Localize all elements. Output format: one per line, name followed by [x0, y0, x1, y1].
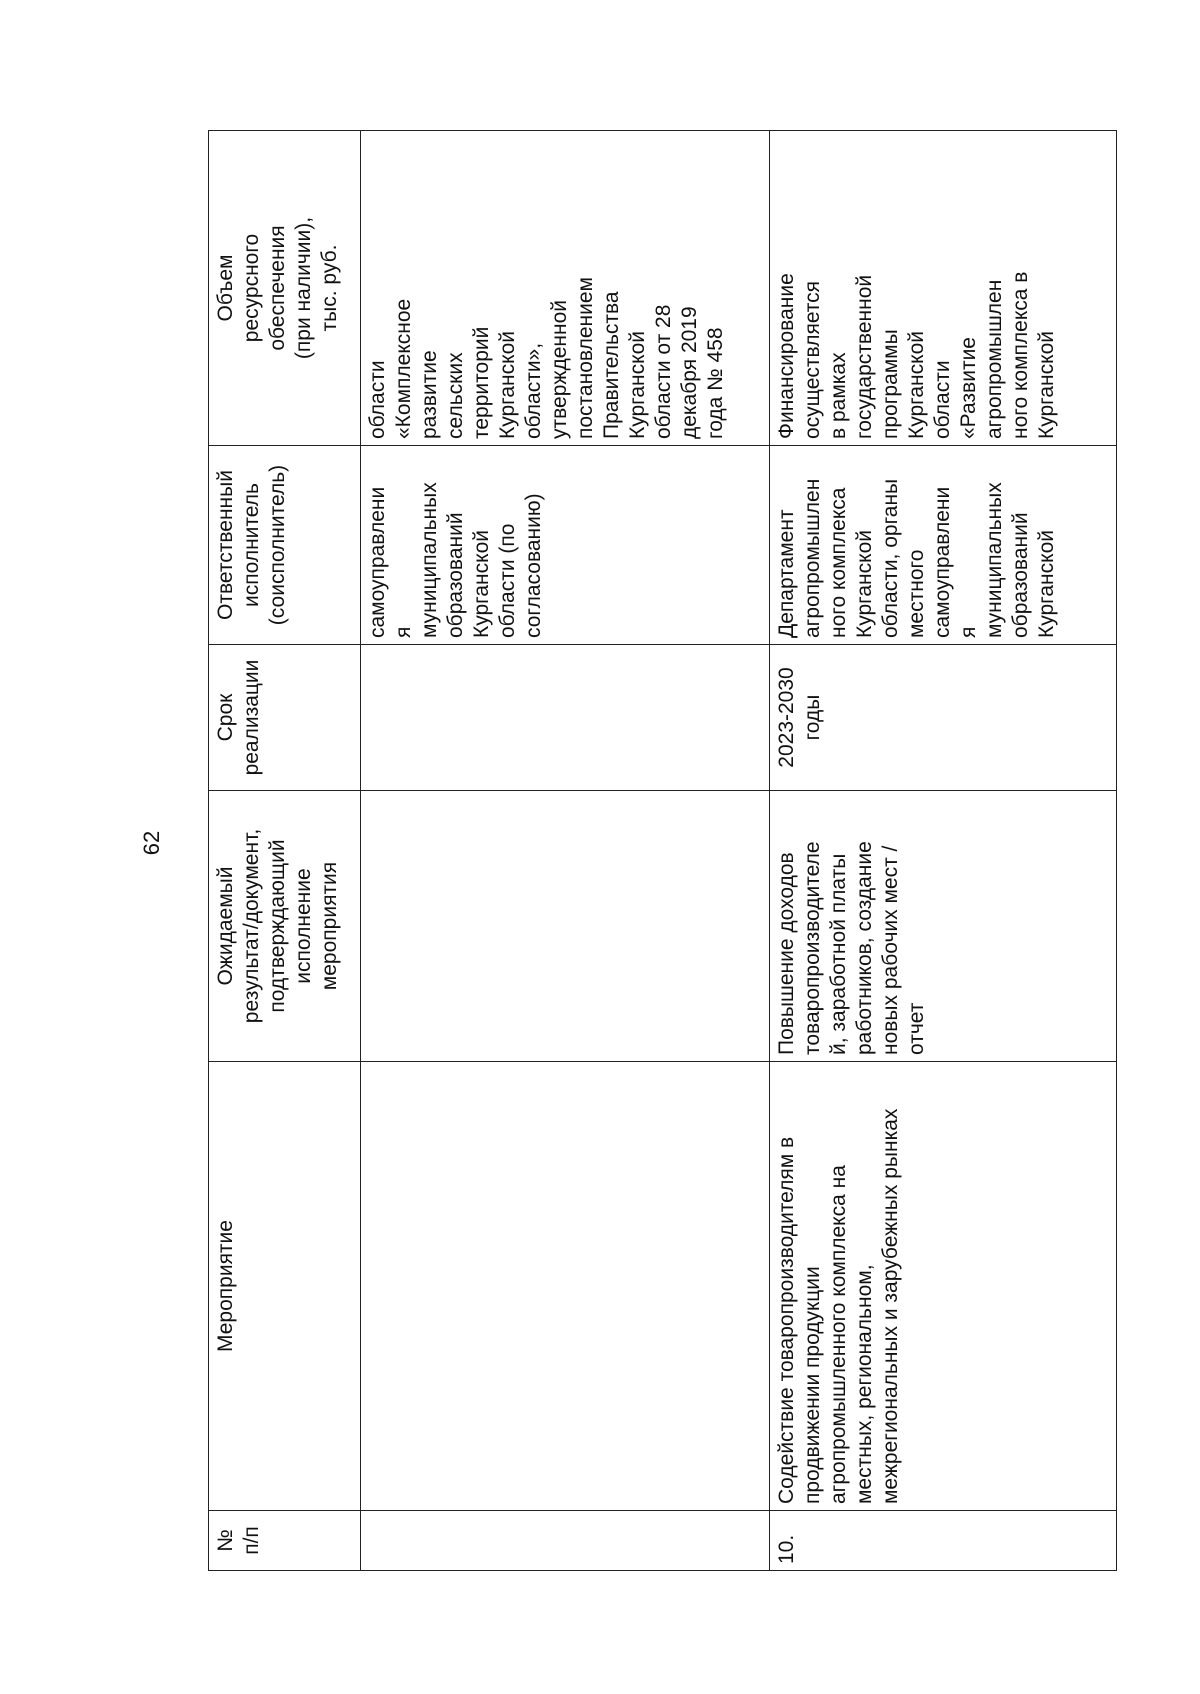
cell-event	[361, 1062, 770, 1511]
cell-term: 2023-2030 годы	[770, 645, 1117, 791]
cell-responsible: Департамент агропромышлен ного комплекса Курганской области, органы местного самоуправлени я муниципальных образований Курганской	[770, 446, 1117, 645]
table-row	[770, 131, 1117, 1571]
header-term: Срок реализации	[209, 645, 361, 791]
header-event: Мероприятие	[209, 1062, 361, 1511]
cell-volume: Финансирование осуществляется в рамках государственной программы Курганской области «Развитие агропромышлен ного комплекса в Курганской	[770, 131, 1117, 446]
cell-event: Содействие товаропроизводителям в продвижении продукции агропромышленного комплекса на местных, региональном, межрегиональных и зарубежных рынках	[770, 1062, 1117, 1511]
page-number: 62	[139, 830, 164, 856]
cell-responsible: самоуправлени я муниципальных образований Курганской области (по согласованию)	[361, 446, 770, 645]
cell-result	[361, 791, 770, 1062]
cell-term	[361, 645, 770, 791]
cell-result: Повышение доходов товаропроизводителе й, заработной платы работников, создание новых рабочих мест / отчет	[770, 791, 1117, 1062]
cell-num	[361, 1511, 770, 1571]
header-result: Ожидаемый результат/документ, подтверждающий исполнение мероприятия	[209, 791, 361, 1062]
header-responsible: Ответственный исполнитель (соисполнитель)	[209, 446, 361, 645]
rotated-table-wrapper	[208, 131, 1116, 1571]
header-num: № п/п	[209, 1511, 361, 1571]
cell-volume: области «Комплексное развитие сельских территорий Курганской области», утвержденной постановлением Правительства Курганской области от 28 декабря 2019 года № 458	[361, 131, 770, 446]
table-row	[361, 131, 770, 1571]
header-volume: Объем ресурсного обеспечения (при наличии), тыс. руб.	[209, 131, 361, 446]
events-table	[208, 130, 1117, 1571]
table-header-row	[209, 131, 361, 1571]
cell-num: 10.	[770, 1511, 1117, 1571]
